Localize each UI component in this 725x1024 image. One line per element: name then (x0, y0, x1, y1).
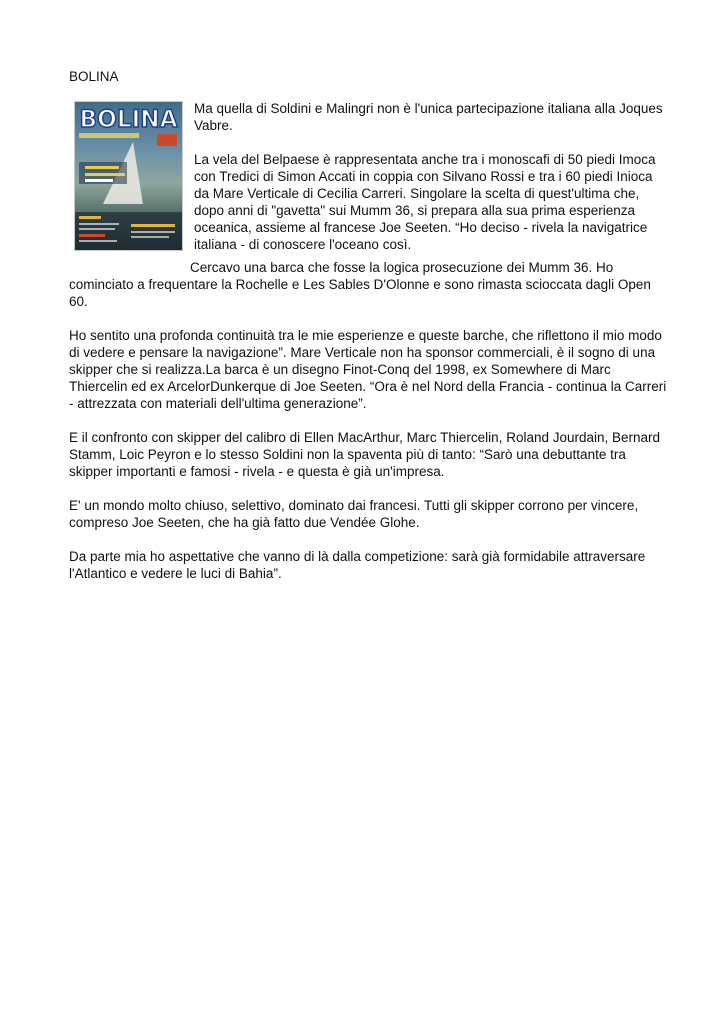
intro-text-block (194, 100, 664, 270)
cover-strip-line (131, 236, 169, 238)
cover-headline-line (85, 173, 125, 176)
paragraph-3: Cercavo una barca che fosse la logica prosecuzione dei Mumm 36. Ho cominciato a frequentare la Rochelle e Les Sables D'Olonne e sono rimasta scioccata dagli Open 60. (69, 260, 651, 309)
paragraph-2: La vela del Belpaese è rappresentata anche tra i monoscafi di 50 piedi Imoca con Tredici di Simon Accati in coppia con Silvano Rossi e tra i 60 piedi Inioca da Mare Verticale di Cecilia Carreri. Singolare la scelta di quest'ultima che, dopo anni di "gavetta" sui Mumm 36, si prepara alla sua prima esperienza oceanica, assieme al francese Joe Seeten. “Ho deciso - rivela la navigatrice italiana - di conoscere l'oceano così. (194, 152, 656, 252)
body-text-block (69, 259, 669, 599)
cover-strip-line (79, 223, 119, 225)
paragraph-4: Ho sentito una profonda continuità tra le mie esperienze e queste barche, che riflettono il mio modo di vedere e pensare la navigazione”. Mare Verticale non ha sponsor commerciali, è il sogno di una skipper che si realizza.La barca è un disegno Finot-Conq del 1998, ex Somewhere di Marc Thiercelin ed ex ArcelorDunkerque di Joe Seeten. “Ora è nel Nord della Francia - continua la Carreri - attrezzata con materiali dell'ultima generazione”. (69, 328, 667, 411)
document-title: BOLINA (69, 69, 119, 84)
paragraph-6: E' un mondo molto chiuso, selettivo, dominato dai francesi. Tutti gli skipper corrono per vincere, compreso Joe Seeten, che ha già fatto due Vendée Glohe. (69, 498, 639, 530)
cover-strip-accent (79, 216, 101, 219)
cover-strip-line (79, 228, 115, 230)
cover-tagline-bar (79, 133, 139, 138)
magazine-cover-image (75, 102, 182, 250)
cover-headline-line (85, 179, 113, 182)
cover-strip-line (131, 231, 175, 233)
magazine-logo (78, 104, 179, 132)
cover-headline-box (79, 162, 127, 184)
cover-strip-accent (79, 234, 105, 237)
cover-badge (157, 134, 177, 146)
cover-bottom-strip (75, 212, 182, 250)
magazine-logo-text: BOLINA (79, 105, 178, 132)
paragraph-5: E il confronto con skipper del calibro di Ellen MacArthur, Marc Thiercelin, Roland Jourdain, Bernard Stamm, Loic Peyron e lo stesso Soldini non la spaventa più di tanto: “Sarò una debuttante tra skipper importanti e famosi - rivela - e questa è già un'impresa. (69, 430, 661, 479)
paragraph-7: Da parte mia ho aspettative che vanno di là dalla competizione: sarà già formidabile attraversare l'Atlantico e vedere le luci di Bahia”. (69, 549, 646, 581)
paragraph-1: Ma quella di Soldini e Malingri non è l'unica partecipazione italiana alla Joques Vabre. (194, 101, 663, 133)
cover-strip-accent (131, 224, 175, 227)
cover-strip-line (79, 240, 117, 242)
cover-headline-line (85, 166, 119, 169)
